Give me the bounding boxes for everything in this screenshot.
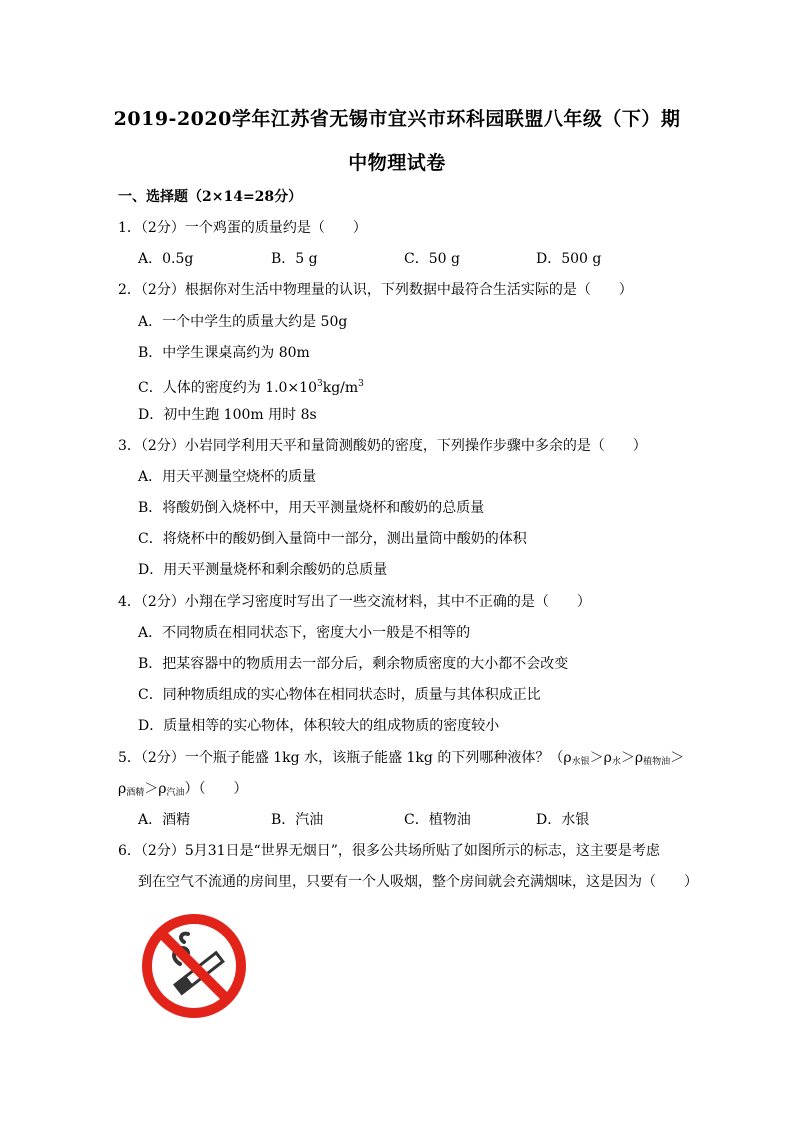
q5-option-c: C．植物油	[404, 812, 471, 828]
q2-option-b: B．中学生课桌高约为 80m	[138, 345, 310, 361]
question-6-stem-line-1: 6．（2分）5月31日是“世界无烟日”，很多公共场所贴了如图所示的标志，这主要是考虑	[118, 843, 660, 859]
rho-symbol: ρ	[118, 781, 127, 797]
question-5-stem-line-2	[118, 779, 248, 803]
exam-title-line-1: 2019-2020学年江苏省无锡市宜兴市环科园联盟八年级（下）期	[113, 108, 681, 130]
q1-option-c: C．50 g	[404, 251, 460, 267]
q2-c-unit: kg/m	[322, 380, 359, 396]
q5-stem-text: 5．（2分）一个瓶子能盛 1kg 水，该瓶子能盛 1kg 的下列哪种液体？（	[118, 750, 564, 766]
gt-symbol: ＞	[670, 750, 685, 766]
q5-stem-end: ）（ ）	[184, 781, 248, 797]
rho-subscript-alcohol: 酒精	[126, 788, 145, 798]
gt-symbol: ＞	[620, 750, 635, 766]
no-smoking-sign-icon	[140, 912, 248, 1020]
q3-option-c: C．将烧杯中的酸奶倒入量筒中一部分，测出量筒中酸奶的体积	[138, 531, 527, 547]
q4-option-d: D．质量相等的实心物体，体积较大的组成物质的密度较小	[138, 718, 500, 734]
section-heading-choice: 一、选择题（2×14=28分）	[118, 189, 303, 205]
q2-option-a: A．一个中学生的质量大约是 50g	[138, 314, 348, 330]
q2-c-unit-exponent: 3	[358, 379, 364, 389]
question-5-stem-line-1	[118, 748, 684, 772]
question-6-stem-line-2: 到在空气不流通的房间里，只要有一个人吸烟，整个房间就会充满烟味，这是因为（ ）	[138, 874, 698, 890]
rho-symbol: ρ	[158, 781, 167, 797]
question-4-stem: 4．（2分）小翔在学习密度时写出了一些交流材料，其中不正确的是（ ）	[118, 594, 591, 610]
q2-option-d: D．初中生跑 100m 用时 8s	[138, 407, 317, 423]
question-3-stem: 3．（2分）小岩同学利用天平和量筒测酸奶的密度，下列操作步骤中多余的是（ ）	[118, 438, 647, 454]
rho-symbol: ρ	[563, 750, 572, 766]
rho-subscript-gasoline: 汽油	[166, 788, 185, 798]
q2-c-exponent: 3	[316, 379, 323, 389]
q3-option-a: A．用天平测量空烧杯的质量	[138, 469, 317, 485]
gt-symbol: ＞	[589, 750, 604, 766]
q1-option-a: A．0.5g	[138, 251, 194, 267]
q2-option-c	[138, 374, 364, 398]
q3-option-d: D．用天平测量烧杯和剩余酸奶的总质量	[138, 562, 388, 578]
q4-option-c: C．同种物质组成的实心物体在相同状态时，质量与其体积成正比	[138, 687, 541, 703]
rho-subscript-mercury: 水银	[571, 757, 590, 767]
q4-option-b: B．把某容器中的物质用去一部分后，剩余物质密度的大小都不会改变	[138, 656, 569, 672]
q3-option-b: B．将酸奶倒入烧杯中，用天平测量烧杯和酸奶的总质量	[138, 500, 485, 516]
q5-option-d: D．水银	[536, 812, 590, 828]
q1-option-d: D．500 g	[536, 251, 602, 267]
rho-subscript-water: 水	[611, 757, 621, 767]
question-2-stem: 2．（2分）根据你对生活中物理量的认识，下列数据中最符合生活实际的是（ ）	[118, 282, 633, 298]
q5-option-a: A．酒精	[138, 812, 191, 828]
exam-title-line-2: 中物理试卷	[348, 152, 446, 174]
rho-symbol: ρ	[634, 750, 644, 766]
q2-c-text: C．人体的密度约为 1.0×10	[138, 380, 317, 396]
q4-option-a: A．不同物质在相同状态下，密度大小一般是不相等的	[138, 625, 471, 641]
rho-subscript-vegetable-oil: 植物油	[643, 757, 671, 767]
smoke-icon	[181, 934, 188, 942]
q1-option-b: B．5 g	[271, 251, 318, 267]
q5-option-b: B．汽油	[271, 812, 324, 828]
question-1-stem: 1．（2分）一个鸡蛋的质量约是（ ）	[118, 220, 367, 236]
gt-symbol: ＞	[144, 781, 159, 797]
rho-symbol: ρ	[603, 750, 612, 766]
